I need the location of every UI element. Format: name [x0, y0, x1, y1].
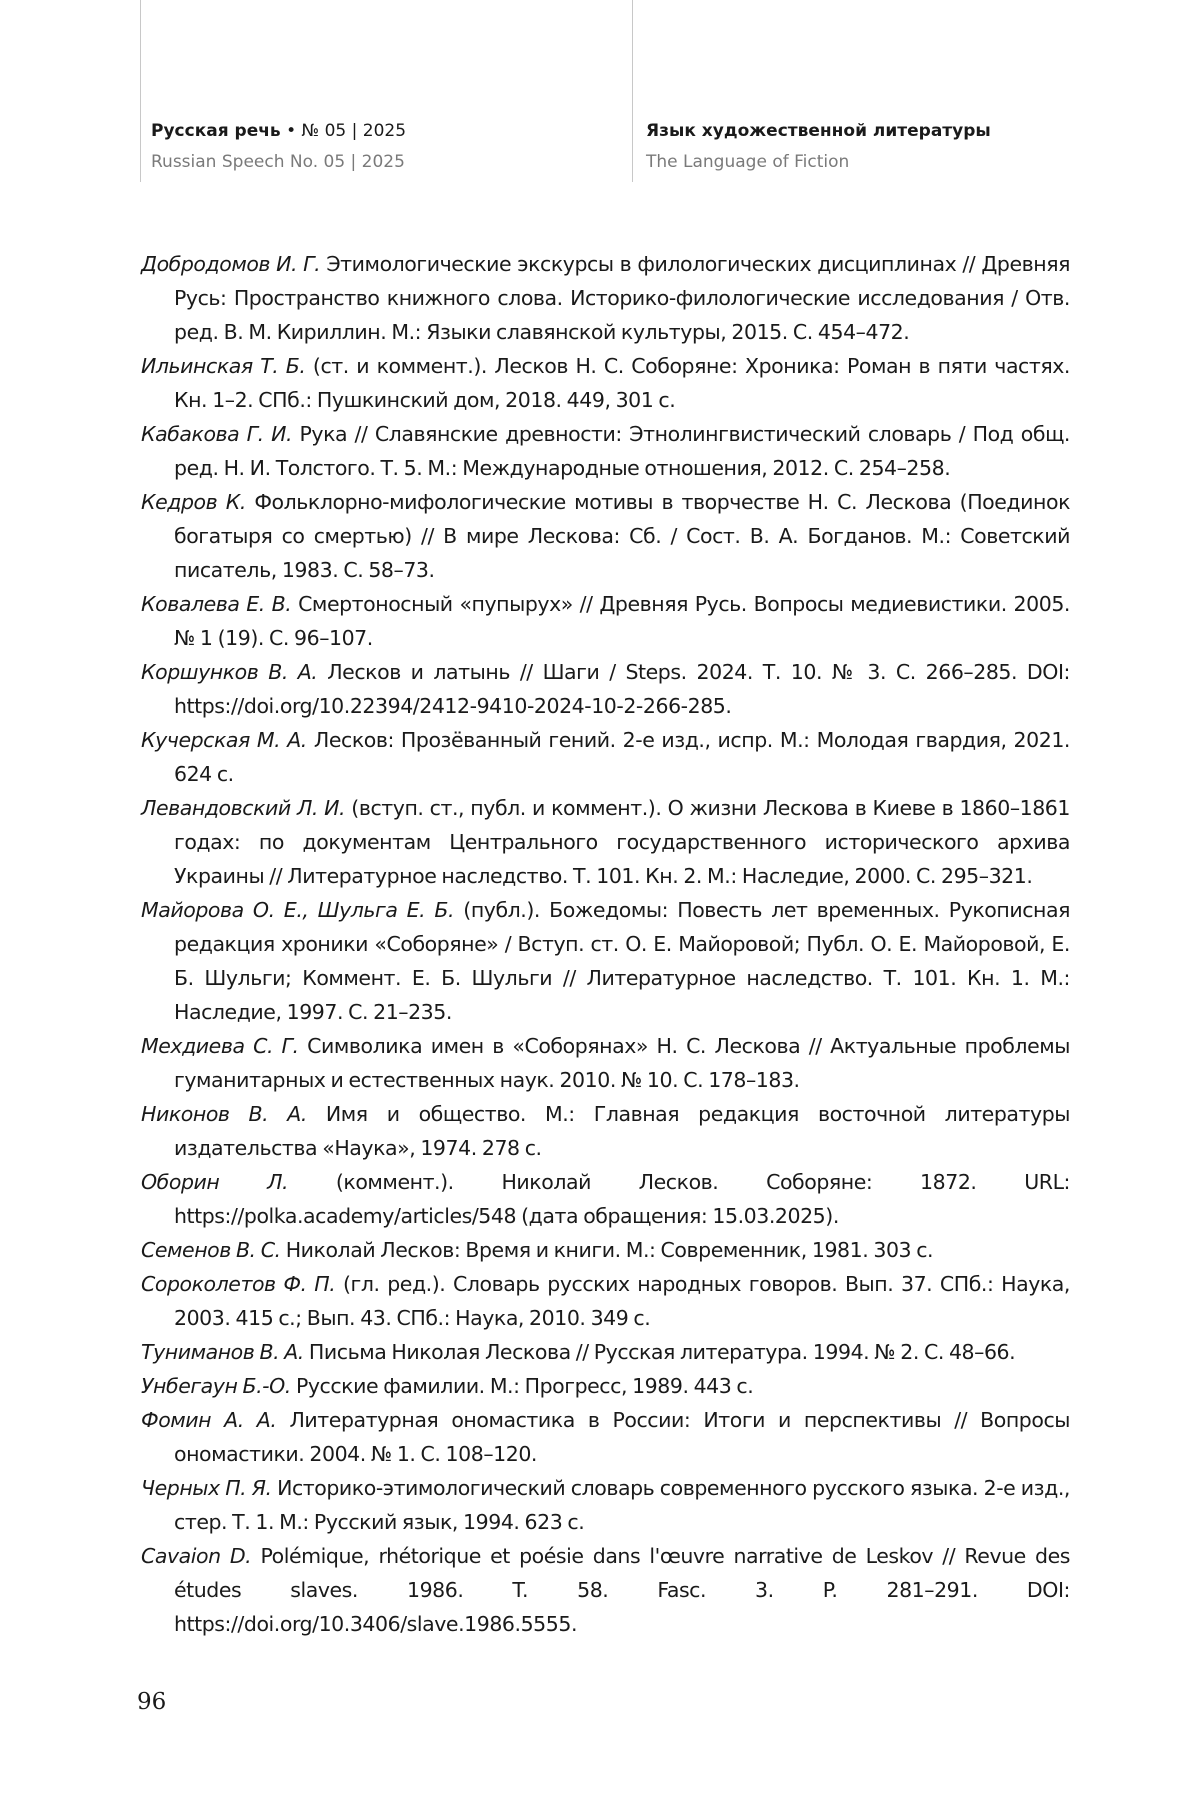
- header-divider-right: [632, 0, 633, 182]
- reference-author: Кабакова Г. И.: [141, 422, 293, 446]
- reference-author: Туниманов В. А.: [141, 1340, 304, 1364]
- reference-entry: [141, 1165, 1070, 1233]
- reference-author: Cavaion D.: [141, 1544, 252, 1568]
- reference-entry: [141, 349, 1070, 417]
- reference-list: [141, 247, 1070, 1641]
- section-header: [646, 123, 991, 171]
- journal-title-en: Russian Speech No. 05 | 2025: [151, 152, 405, 172]
- reference-text: Смертоносный «пупырух» // Древняя Русь. Вопросы медиевистики. 2005. № 1 (19). С. 96–107.: [174, 592, 1070, 650]
- reference-entry: [141, 1267, 1070, 1335]
- reference-author: Коршунков В. А.: [141, 660, 318, 684]
- reference-entry: [141, 1233, 1070, 1267]
- journal-issue-ru: № 05 | 2025: [301, 121, 407, 141]
- reference-author: Ковалева Е. В.: [141, 592, 292, 616]
- section-title-en: The Language of Fiction: [646, 152, 850, 172]
- reference-text: Литературная ономастика в России: Итоги и перспективы // Вопросы ономастики. 2004. № 1. С. 108–120.: [174, 1408, 1071, 1466]
- section-title-ru: Язык художественной литературы: [646, 121, 991, 141]
- reference-entry: [141, 417, 1070, 485]
- reference-entry: [141, 485, 1070, 587]
- reference-entry: [141, 1335, 1070, 1369]
- reference-entry: [141, 587, 1070, 655]
- reference-text: Лесков и латынь // Шаги / Steps. 2024. Т. 10. № 3. С. 266–285. DOI: https://doi.org/10.22394/2412-9410-2024-10-2-266-285.: [174, 660, 1071, 718]
- reference-entry: [141, 1471, 1070, 1539]
- reference-text: (ст. и коммент.). Лесков Н. С. Соборяне: Хроника: Роман в пяти частях. Кн. 1–2. СПб.: Пушкинский дом, 2018. 449, 301 с.: [174, 354, 1070, 412]
- reference-text: Историко-этимологический словарь современного русского языка. 2-е изд., стер. Т. 1. М.: Русский язык, 1994. 623 с.: [174, 1476, 1070, 1534]
- reference-entry: [141, 1539, 1070, 1641]
- reference-text: Русские фамилии. М.: Прогресс, 1989. 443 с.: [290, 1374, 754, 1398]
- journal-title-ru: Русская речь • № 05 | 2025: [151, 121, 407, 141]
- journal-header: [151, 123, 406, 171]
- reference-text: Символика имен в «Соборянах» Н. С. Лескова // Актуальные проблемы гуманитарных и естественных наук. 2010. № 10. С. 178–183.: [174, 1034, 1071, 1092]
- page-number: 96: [137, 1689, 167, 1715]
- reference-entry: [141, 247, 1070, 349]
- reference-author: Майорова О. Е., Шульга Е. Б.: [141, 898, 455, 922]
- reference-author: Добродомов И. Г.: [141, 252, 321, 276]
- journal-name-ru: Русская речь: [151, 121, 281, 141]
- reference-text: (публ.). Божедомы: Повесть лет временных. Рукописная редакция хроники «Соборяне» / Вступ. ст. О. Е. Майоровой; Публ. О. Е. Майоровой, Е. Б. Шульги; Коммент. Е. Б. Шульги // Литературное наследство. Т. 101. Кн. 1. М.: Наследие, 1997. С. 21–235.: [174, 898, 1070, 1024]
- reference-entry: [141, 1097, 1070, 1165]
- reference-author: Фомин А. А.: [141, 1408, 277, 1432]
- reference-text: (вступ. ст., публ. и коммент.). О жизни Лескова в Киеве в 1860–1861 годах: по документам Центрального государственного исторического архива Украины // Литературное наследство. Т. 101. Кн. 2. М.: Наследие, 2000. С. 295–321.: [174, 796, 1070, 888]
- reference-author: Черных П. Я.: [141, 1476, 272, 1500]
- reference-author: Кучерская М. А.: [141, 728, 307, 752]
- reference-text: Polémique, rhétorique et poésie dans l'œuvre narrative de Leskov // Revue des études slaves. 1986. T. 58. Fasc. 3. P. 281–291. DOI: https://doi.org/10.3406/slave.1986.5555.: [174, 1544, 1070, 1636]
- header-divider-left: [140, 0, 141, 182]
- reference-entry: [141, 1403, 1070, 1471]
- reference-author: Оборин Л.: [141, 1170, 289, 1194]
- reference-author: Семенов В. С.: [141, 1238, 281, 1262]
- reference-text: Лесков: Прозёванный гений. 2-е изд., испр. М.: Молодая гвардия, 2021. 624 с.: [174, 728, 1070, 786]
- reference-text: Имя и общество. М.: Главная редакция восточной литературы издательства «Наука», 1974. 278 с.: [174, 1102, 1070, 1160]
- reference-author: Ильинская Т. Б.: [141, 354, 306, 378]
- reference-author: Левандовский Л. И.: [141, 796, 346, 820]
- reference-author: Сороколетов Ф. П.: [141, 1272, 336, 1296]
- reference-text: (гл. ред.). Словарь русских народных говоров. Вып. 37. СПб.: Наука, 2003. 415 с.; Вып. 43. СПб.: Наука, 2010. 349 с.: [174, 1272, 1070, 1330]
- reference-author: Мехдиева С. Г.: [141, 1034, 299, 1058]
- reference-text: (коммент.). Николай Лесков. Соборяне: 1872. URL: https://polka.academy/articles/548 (дата обращения: 15.03.2025).: [174, 1170, 1070, 1228]
- reference-entry: [141, 1029, 1070, 1097]
- reference-entry: [141, 791, 1070, 893]
- reference-author: Никонов В. А.: [141, 1102, 307, 1126]
- reference-text: Рука // Славянские древности: Этнолингвистический словарь / Под общ. ред. Н. И. Толстого. Т. 5. М.: Международные отношения, 2012. С. 254–258.: [174, 422, 1070, 480]
- reference-text: Фольклорно-мифологические мотивы в творчестве Н. С. Лескова (Поединок богатыря со смертью) // В мире Лескова: Сб. / Сост. В. А. Богданов. М.: Советский писатель, 1983. С. 58–73.: [174, 490, 1070, 582]
- reference-author: Унбегаун Б.-О.: [141, 1374, 291, 1398]
- reference-text: Письма Николая Лескова // Русская литература. 1994. № 2. С. 48–66.: [303, 1340, 1016, 1364]
- reference-entry: [141, 655, 1070, 723]
- reference-text: Николай Лесков: Время и книги. М.: Современник, 1981. 303 с.: [280, 1238, 934, 1262]
- reference-entry: [141, 723, 1070, 791]
- reference-entry: [141, 893, 1070, 1029]
- reference-author: Кедров К.: [141, 490, 246, 514]
- reference-entry: [141, 1369, 1070, 1403]
- reference-text: Этимологические экскурсы в филологических дисциплинах // Древняя Русь: Пространство книжного слова. Историко-филологические исследования / Отв. ред. В. М. Кириллин. М.: Языки славянской культуры, 2015. С. 454–472.: [174, 252, 1070, 344]
